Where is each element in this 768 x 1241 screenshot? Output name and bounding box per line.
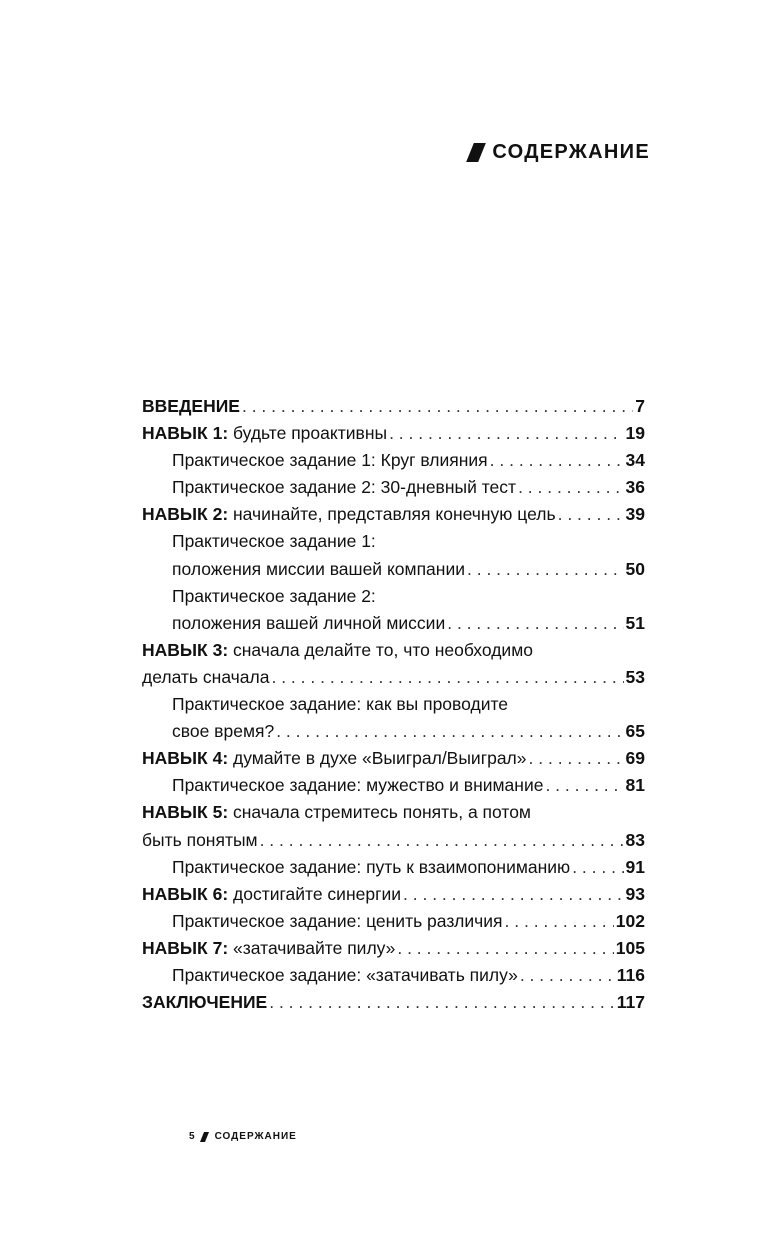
toc-entry-title: Практическое задание: мужество и внимание xyxy=(172,775,544,796)
toc-entry-text xyxy=(172,772,543,799)
toc-page-number: 105 xyxy=(615,937,645,958)
toc-entry-label: НАВЫК 4: xyxy=(142,748,229,769)
toc-subentry xyxy=(142,583,645,610)
toc-entry-text xyxy=(172,962,518,989)
toc-page-number: 83 xyxy=(625,829,645,850)
toc-subentry xyxy=(142,718,645,745)
dot-leader xyxy=(518,474,623,501)
toc-entry-title: Практическое задание 1: xyxy=(172,531,376,552)
toc-entry-label: ВВЕДЕНИЕ xyxy=(142,396,240,416)
toc-entry-title: Практическое задание: как вы проводите xyxy=(172,694,509,715)
toc-entry-label: НАВЫК 1: xyxy=(142,423,229,444)
toc-page-number: 36 xyxy=(625,477,645,498)
dot-leader xyxy=(545,772,623,799)
toc-entry xyxy=(142,881,645,908)
toc-entry-text xyxy=(172,528,376,555)
toc-entry xyxy=(142,935,645,962)
toc-subentry xyxy=(142,908,645,935)
toc-entry-text xyxy=(172,556,465,583)
toc-page-number: 50 xyxy=(625,558,645,579)
toc-entry-title: Практическое задание 2: xyxy=(172,585,376,606)
toc-page-number: 102 xyxy=(615,910,645,931)
toc-entry-text xyxy=(142,637,533,664)
dot-leader xyxy=(572,854,623,881)
toc-entry-text xyxy=(172,447,488,474)
toc-entry-title: сначала стремитесь понять, а потом xyxy=(228,802,531,823)
toc-subentry xyxy=(142,962,645,989)
toc-entry-title: Практическое задание 1: Круг влияния xyxy=(172,450,488,471)
toc-page-number: 19 xyxy=(625,423,645,444)
toc-entry-title: «затачивайте пилу» xyxy=(228,937,396,958)
toc-entry-title: Практическое задание: «затачивать пилу» xyxy=(172,964,518,985)
dot-leader xyxy=(520,962,615,989)
toc-entry-title: начинайте, представляя конечную цель xyxy=(228,504,556,525)
toc-entry-label: НАВЫК 5: xyxy=(142,802,229,823)
dot-leader xyxy=(242,393,633,420)
toc-entry-text xyxy=(142,745,527,772)
toc-entry xyxy=(142,420,645,447)
page-number: 5 xyxy=(189,1131,196,1142)
toc-page-number: 65 xyxy=(625,721,645,742)
toc-entry-title: достигайте синергии xyxy=(228,883,402,904)
toc-subentry xyxy=(142,691,645,718)
toc-entry xyxy=(142,827,645,854)
toc-entry-text xyxy=(142,989,267,1016)
toc-entry-title: положения миссии вашей компании xyxy=(172,558,465,579)
dot-leader xyxy=(260,827,624,854)
dot-leader xyxy=(467,556,624,583)
toc-page-number: 116 xyxy=(616,964,645,985)
toc-entry-label: НАВЫК 6: xyxy=(142,883,229,904)
dot-leader xyxy=(447,610,623,637)
contents-title: СОДЕРЖАНИЕ xyxy=(492,141,650,163)
toc-entry-title: Практическое задание: путь к взаимопониманию xyxy=(172,856,571,877)
slash-mark-icon xyxy=(467,143,487,162)
toc-subentry xyxy=(142,772,645,799)
dot-leader xyxy=(271,664,623,691)
dot-leader xyxy=(490,447,624,474)
toc-entry-text xyxy=(142,935,395,962)
toc-entry-title: Практическое задание: ценить различия xyxy=(172,910,503,931)
toc-page-number: 39 xyxy=(625,504,645,525)
dot-leader xyxy=(529,745,624,772)
toc-entry-title: будьте проактивны xyxy=(228,423,388,444)
toc-subentry xyxy=(142,474,645,501)
toc-subentry xyxy=(142,610,645,637)
dot-leader xyxy=(397,935,613,962)
toc-entry-text xyxy=(172,583,376,610)
toc-page-number: 34 xyxy=(625,450,645,471)
toc-entry xyxy=(142,799,645,826)
dot-leader xyxy=(403,881,624,908)
toc-page-number: 91 xyxy=(625,856,645,877)
toc-page-number: 51 xyxy=(625,612,645,633)
toc-entry xyxy=(142,637,645,664)
toc-entry xyxy=(142,664,645,691)
toc-subentry xyxy=(142,447,645,474)
toc-entry-text xyxy=(142,501,556,528)
toc-entry-text xyxy=(142,420,387,447)
toc-page-number: 117 xyxy=(616,992,645,1013)
toc-entry-title: быть понятым xyxy=(142,829,258,850)
toc-subentry xyxy=(142,854,645,881)
table-of-contents xyxy=(142,393,645,1016)
dot-leader xyxy=(276,718,623,745)
toc-entry-text xyxy=(142,881,401,908)
toc-entry-label: НАВЫК 2: xyxy=(142,504,229,525)
toc-entry-text xyxy=(172,908,503,935)
toc-entry-label: НАВЫК 7: xyxy=(142,937,229,958)
toc-entry-title: думайте в духе «Выиграл/Выиграл» xyxy=(228,748,527,769)
toc-entry-text xyxy=(172,718,274,745)
toc-entry xyxy=(142,989,645,1016)
toc-page-number: 81 xyxy=(625,775,645,796)
toc-entry-label: ЗАКЛЮЧЕНИЕ xyxy=(142,992,268,1013)
toc-subentry xyxy=(142,556,645,583)
toc-page-number: 69 xyxy=(625,748,645,769)
toc-subentry xyxy=(142,528,645,555)
toc-entry xyxy=(142,501,645,528)
dot-leader xyxy=(269,989,615,1016)
toc-entry xyxy=(142,393,645,420)
toc-entry-text xyxy=(172,691,508,718)
toc-entry-label: НАВЫК 3: xyxy=(142,639,229,660)
toc-entry-title: свое время? xyxy=(172,721,275,742)
toc-entry-text xyxy=(142,664,269,691)
toc-entry-text xyxy=(172,854,570,881)
toc-entry-text xyxy=(172,610,445,637)
dot-leader xyxy=(558,501,624,528)
page-footer xyxy=(189,1131,297,1142)
toc-entry xyxy=(142,745,645,772)
toc-page-number: 93 xyxy=(625,883,645,904)
toc-entry-title: Практическое задание 2: 30-дневный тест xyxy=(172,477,517,498)
toc-page-number: 7 xyxy=(635,396,645,416)
dot-leader xyxy=(389,420,623,447)
toc-entry-title: делать сначала xyxy=(142,666,270,687)
toc-entry-title: сначала делайте то, что необходимо xyxy=(228,639,533,660)
toc-entry-title: положения вашей личной миссии xyxy=(172,612,446,633)
toc-entry-text xyxy=(142,393,240,420)
toc-entry-text xyxy=(172,474,516,501)
running-header: СОДЕРЖАНИЕ xyxy=(214,1131,297,1142)
slash-mark-icon xyxy=(200,1132,209,1142)
toc-page-number: 53 xyxy=(625,666,645,687)
toc-entry-text xyxy=(142,799,531,826)
toc-entry-text xyxy=(142,827,258,854)
contents-heading xyxy=(470,141,650,164)
dot-leader xyxy=(505,908,614,935)
